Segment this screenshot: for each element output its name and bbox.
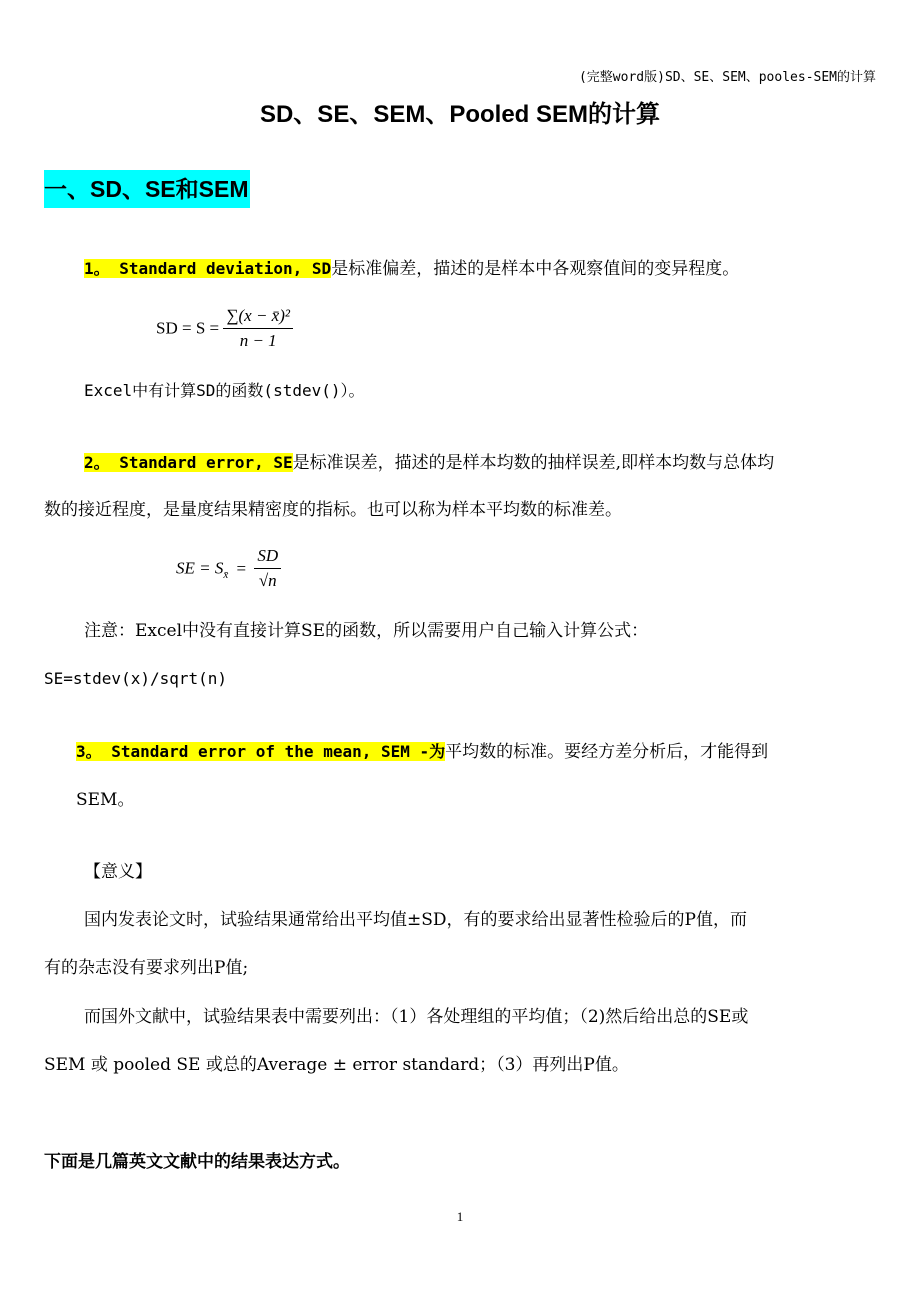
meaning-p2-line-1: 而国外文献中，试验结果表中需要列出：（1）各处理组的平均值；（2)然后给出总的SE或 bbox=[84, 1007, 749, 1027]
sd-formula bbox=[156, 306, 293, 351]
item-3-label: 3。 Standard error of the mean, SEM -为 bbox=[76, 742, 446, 761]
document-title: SD、SE、SEM、Pooled SEM的计算 bbox=[259, 101, 661, 128]
page-number: 1 bbox=[456, 1209, 464, 1224]
se-formula-lhs: SE = S bbox=[176, 558, 224, 578]
sd-formula-lhs: SD = S = bbox=[156, 318, 220, 338]
meaning-p1-line-1: 国内发表论文时，试验结果通常给出平均值±SD，有的要求给出显著性检验后的P值，而 bbox=[84, 910, 747, 930]
item-1-line bbox=[84, 258, 739, 280]
item-2-line-2: 数的接近程度，是量度结果精密度的指标。也可以称为样本平均数的标准差。 bbox=[44, 500, 622, 520]
meaning-p1-line-2: 有的杂志没有要求列出P值; bbox=[44, 958, 249, 978]
meaning-p2-line-2: SEM 或 pooled SE 或总的Average ± error standard；（3）再列出P值。 bbox=[44, 1055, 629, 1075]
item-1-text: 是标准偏差，描述的是样本中各观察值间的变异程度。 bbox=[331, 259, 740, 279]
se-formula-equals: = bbox=[236, 558, 247, 578]
item-3-text-1: 平均数的标准。要经方差分析后，才能得到 bbox=[445, 742, 769, 762]
item-1-label: 1。 Standard deviation, SD bbox=[84, 259, 332, 278]
item-2-note-1: 注意：Excel中没有直接计算SE的函数，所以需要用户自己输入计算公式： bbox=[84, 621, 649, 641]
sd-formula-numerator: ∑(x − x̄)² bbox=[226, 306, 290, 325]
item-3-line-2: SEM。 bbox=[76, 790, 135, 810]
item-2-line-1 bbox=[84, 452, 774, 474]
item-2-label: 2。 Standard error, SE bbox=[84, 453, 293, 472]
examples-heading: 下面是几篇英文文献中的结果表达方式。 bbox=[44, 1152, 350, 1172]
item-2-text-1: 是标准误差，描述的是样本均数的抽样误差,即样本均数与总体均 bbox=[292, 453, 775, 473]
item-3-line-1 bbox=[76, 741, 768, 763]
se-formula bbox=[176, 546, 281, 591]
section-heading-1: 一、SD、SE和SEM bbox=[44, 170, 250, 208]
item-1-note: Excel中有计算SD的函数(stdev()）。 bbox=[84, 381, 365, 400]
meaning-heading: 【意义】 bbox=[84, 862, 152, 882]
sd-formula-denominator: n − 1 bbox=[223, 328, 293, 351]
se-formula-numerator: SD bbox=[257, 546, 279, 565]
se-formula-subscript: x̄ bbox=[223, 568, 229, 581]
item-2-note-2: SE=stdev(x)/sqrt(n) bbox=[44, 669, 228, 688]
se-formula-denominator: √n bbox=[254, 568, 281, 591]
page-header-note: (完整word版)SD、SE、SEM、pooles-SEM的计算 bbox=[578, 70, 876, 85]
